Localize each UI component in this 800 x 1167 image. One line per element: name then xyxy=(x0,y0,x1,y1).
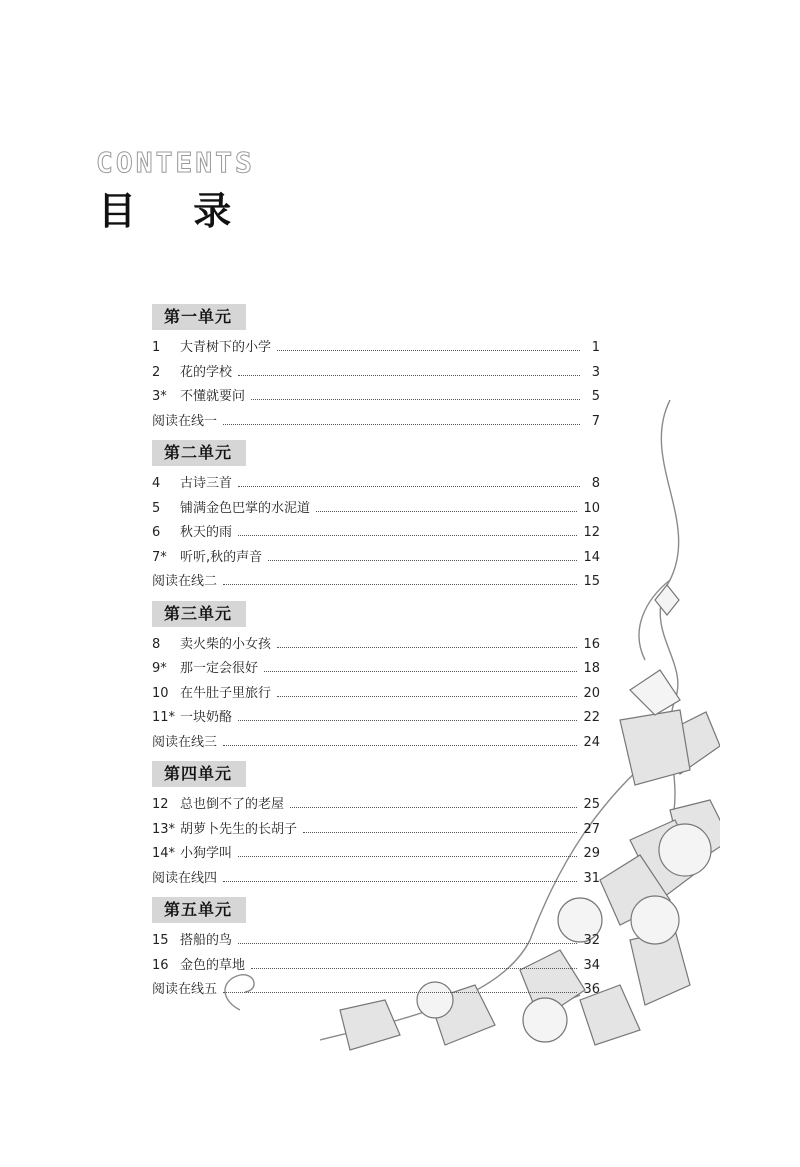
toc-entry[interactable] xyxy=(152,842,600,867)
dot-leader xyxy=(277,646,577,648)
entry-title: 胡萝卜先生的长胡子 xyxy=(180,821,298,837)
entry-page-number: 31 xyxy=(583,870,600,886)
dot-leader xyxy=(277,695,577,697)
dot-leader xyxy=(251,967,577,969)
entry-number: 3* xyxy=(152,389,167,404)
entry-title: 阅读在线二 xyxy=(152,574,218,589)
entry-number: 13* xyxy=(152,821,176,837)
unit-section xyxy=(152,893,600,1003)
entry-title: 秋天的雨 xyxy=(180,525,233,540)
entry-number: 15 xyxy=(152,933,169,948)
entry-number: 4 xyxy=(152,476,161,491)
dot-leader xyxy=(238,534,577,536)
unit-heading: 第二单元 xyxy=(152,440,246,466)
dot-leader xyxy=(303,831,577,833)
entry-page-number: 12 xyxy=(583,525,600,540)
toc-entry[interactable] xyxy=(152,361,600,386)
unit-heading: 第三单元 xyxy=(152,601,246,627)
entry-title: 卖火柴的小女孩 xyxy=(180,636,272,652)
entry-page-number: 27 xyxy=(583,821,600,837)
entry-number: 11* xyxy=(152,710,176,725)
dot-leader xyxy=(251,398,580,400)
unit-section xyxy=(152,300,600,434)
toc-entry[interactable] xyxy=(152,570,600,595)
entry-number: 7* xyxy=(152,549,167,565)
dot-leader xyxy=(223,423,580,425)
entry-title: 古诗三首 xyxy=(180,476,233,491)
toc-entry[interactable] xyxy=(152,410,600,435)
entry-title: 那一定会很好 xyxy=(180,661,259,676)
contents-heading-en: CONTENTS xyxy=(96,146,255,179)
toc-entry[interactable] xyxy=(152,336,600,361)
entry-title: 阅读在线三 xyxy=(152,734,218,750)
entry-title: 金色的草地 xyxy=(180,957,246,973)
toc-entry[interactable] xyxy=(152,929,600,954)
dot-leader xyxy=(264,670,577,672)
toc-entry[interactable] xyxy=(152,546,600,571)
entry-title: 阅读在线四 xyxy=(152,870,218,886)
toc-entry[interactable] xyxy=(152,521,600,546)
entry-title: 一块奶酪 xyxy=(180,710,233,725)
entry-title: 在牛肚子里旅行 xyxy=(180,685,272,701)
entry-page-number: 1 xyxy=(591,340,600,355)
unit-section xyxy=(152,436,600,595)
entry-title: 听听,秋的声音 xyxy=(180,549,263,565)
unit-section xyxy=(152,757,600,891)
dot-leader xyxy=(238,942,577,944)
toc-entry[interactable] xyxy=(152,633,600,658)
entry-page-number: 10 xyxy=(583,500,600,516)
dot-leader xyxy=(238,374,580,376)
dot-leader xyxy=(223,583,577,585)
entry-number: 1 xyxy=(152,340,161,355)
entry-title: 不懂就要问 xyxy=(180,389,246,404)
entry-page-number: 25 xyxy=(583,797,600,812)
dot-leader xyxy=(238,855,577,857)
dot-leader xyxy=(238,719,577,721)
dot-leader xyxy=(277,349,580,351)
entry-page-number: 7 xyxy=(591,413,600,429)
unit-heading: 第五单元 xyxy=(152,897,246,923)
dot-leader xyxy=(268,559,577,561)
toc-entry[interactable] xyxy=(152,706,600,731)
entry-number: 8 xyxy=(152,636,161,652)
entry-title: 总也倒不了的老屋 xyxy=(180,797,285,812)
entry-title: 大青树下的小学 xyxy=(180,340,272,355)
entry-page-number: 20 xyxy=(583,685,600,701)
entry-page-number: 18 xyxy=(583,661,600,676)
toc-entry[interactable] xyxy=(152,978,600,1003)
entry-title: 小狗学叫 xyxy=(180,846,233,861)
toc-entry[interactable] xyxy=(152,472,600,497)
entry-number: 10 xyxy=(152,685,169,701)
toc-entry[interactable] xyxy=(152,385,600,410)
dot-leader xyxy=(290,806,577,808)
toc-entry[interactable] xyxy=(152,793,600,818)
toc-entry[interactable] xyxy=(152,731,600,756)
entry-page-number: 15 xyxy=(583,574,600,589)
entry-number: 12 xyxy=(152,797,169,812)
dot-leader xyxy=(223,991,577,993)
toc-entry[interactable] xyxy=(152,657,600,682)
table-of-contents xyxy=(152,300,600,1005)
entry-page-number: 34 xyxy=(583,957,600,973)
page-title: 目 录 xyxy=(98,189,254,233)
unit-heading: 第四单元 xyxy=(152,761,246,787)
dot-leader xyxy=(316,510,577,512)
unit-section xyxy=(152,597,600,756)
entry-number: 2 xyxy=(152,364,161,380)
entry-title: 花的学校 xyxy=(180,364,233,380)
entry-title: 阅读在线一 xyxy=(152,413,218,429)
entry-page-number: 29 xyxy=(583,846,600,861)
entry-number: 6 xyxy=(152,525,161,540)
entry-page-number: 24 xyxy=(583,734,600,750)
toc-entry[interactable] xyxy=(152,867,600,892)
entry-title: 铺满金色巴掌的水泥道 xyxy=(180,500,311,516)
entry-page-number: 36 xyxy=(583,982,600,997)
dot-leader xyxy=(223,880,577,882)
entry-number: 5 xyxy=(152,500,161,516)
toc-entry[interactable] xyxy=(152,818,600,843)
entry-title: 阅读在线五 xyxy=(152,982,218,997)
entry-number: 14* xyxy=(152,846,176,861)
toc-entry[interactable] xyxy=(152,954,600,979)
entry-page-number: 32 xyxy=(583,933,600,948)
entry-page-number: 16 xyxy=(583,636,600,652)
entry-page-number: 5 xyxy=(591,389,600,404)
toc-entry[interactable] xyxy=(152,497,600,522)
entry-page-number: 8 xyxy=(591,476,600,491)
dot-leader xyxy=(223,744,577,746)
entry-number: 16 xyxy=(152,957,169,973)
entry-page-number: 22 xyxy=(583,710,600,725)
entry-page-number: 14 xyxy=(583,549,600,565)
entry-title: 搭船的鸟 xyxy=(180,933,233,948)
dot-leader xyxy=(238,485,580,487)
unit-heading: 第一单元 xyxy=(152,304,246,330)
entry-page-number: 3 xyxy=(591,364,600,380)
entry-number: 9* xyxy=(152,661,167,676)
toc-entry[interactable] xyxy=(152,682,600,707)
